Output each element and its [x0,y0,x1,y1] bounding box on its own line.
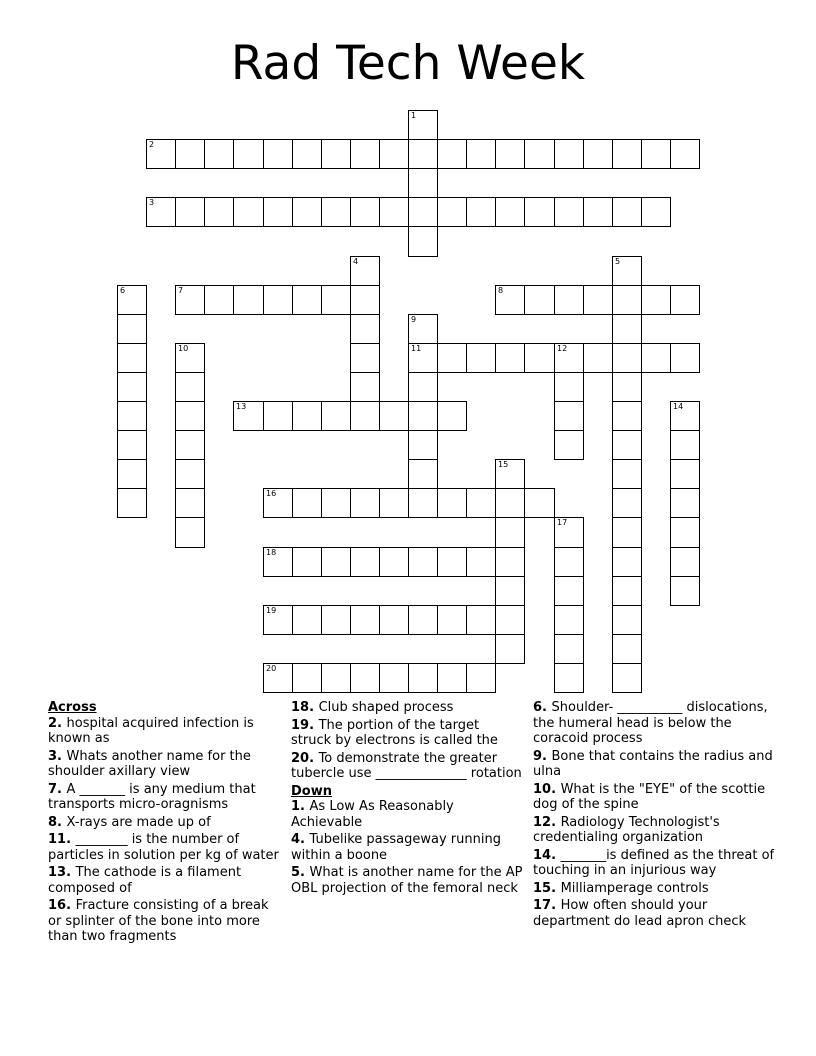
grid-cell[interactable] [263,547,293,577]
grid-cell[interactable] [466,663,496,693]
grid-cell[interactable] [321,663,351,693]
clue-text: _______is defined as the threat of touching in an injurious way [533,847,775,878]
clue-item [291,751,523,782]
grid-cell[interactable] [554,576,584,606]
clue-label: 9. [533,748,552,764]
clues-column-1 [48,700,280,947]
grid-cell[interactable] [379,547,409,577]
clue-item [291,700,523,716]
grid-cell[interactable] [612,576,642,606]
grid-cell[interactable] [263,605,293,635]
grid-cell[interactable] [263,285,293,315]
grid-cell[interactable] [495,576,525,606]
clue-section-header: Down [291,783,332,799]
grid-cell[interactable] [350,488,380,518]
grid-cell[interactable] [204,139,234,169]
clue-item [48,832,280,863]
grid-cell[interactable] [408,372,438,402]
clue-text: Bone that contains the radius and ulna [533,748,773,779]
grid-cell[interactable] [350,547,380,577]
grid-cell[interactable] [670,576,700,606]
grid-cell[interactable] [554,197,584,227]
grid-cell[interactable] [554,663,584,693]
grid-cell[interactable] [175,372,205,402]
clue-label: 16. [48,898,76,913]
grid-cell[interactable] [495,197,525,227]
grid-cell[interactable] [670,139,700,169]
clue-label: 7. [48,781,67,797]
clue-number: 20 [266,664,277,673]
grid-cell[interactable] [117,459,147,489]
clue-number: 12 [557,344,568,353]
clue-number: 2 [149,140,155,149]
clue-item [48,782,280,813]
grid-cell[interactable] [495,605,525,635]
clue-item [48,749,280,780]
grid-cell[interactable] [408,488,438,518]
grid-cell[interactable] [495,488,525,518]
clue-label: 17. [533,898,561,913]
grid-cell[interactable] [292,197,322,227]
grid-cell[interactable] [379,488,409,518]
grid-cell[interactable] [524,139,555,169]
grid-cell[interactable] [466,139,496,169]
grid-cell[interactable] [437,488,467,518]
grid-cell[interactable] [263,663,293,693]
clue-label: 2. [48,715,67,731]
clues-column-2 [291,700,523,898]
grid-cell[interactable] [321,605,351,635]
grid-cell[interactable] [408,663,438,693]
grid-cell[interactable] [350,605,380,635]
clue-number: 7 [178,286,184,295]
grid-cell[interactable] [233,139,264,169]
clue-label: 10. [533,781,561,797]
clue-number: 9 [411,315,417,324]
grid-cell[interactable] [350,343,380,373]
grid-cell[interactable] [437,547,467,577]
clue-label: 11. [48,832,76,847]
grid-cell[interactable] [292,285,322,315]
grid-cell[interactable] [408,226,438,257]
clue-number: 8 [498,286,504,295]
grid-cell[interactable] [379,605,409,635]
grid-cell[interactable] [524,285,555,315]
clue-item [291,718,523,749]
grid-cell[interactable] [554,401,584,431]
grid-cell[interactable] [117,285,147,315]
clue-label: 20. [291,750,319,766]
grid-cell[interactable] [379,663,409,693]
clue-text: The portion of the target struck by electrons is called the [291,717,498,748]
grid-cell[interactable] [408,343,438,373]
clue-item [291,865,523,896]
grid-cell[interactable] [379,197,409,227]
grid-cell[interactable] [175,139,205,169]
grid-cell[interactable] [408,139,438,169]
grid-cell[interactable] [495,139,525,169]
clue-label: 14. [533,847,561,863]
grid-cell[interactable] [321,285,351,315]
grid-cell[interactable] [350,401,380,431]
grid-cell[interactable] [670,517,700,548]
clue-item [533,782,783,813]
grid-cell[interactable] [612,459,642,489]
grid-cell[interactable] [175,197,205,227]
grid-cell[interactable] [554,517,584,548]
grid-cell[interactable] [524,488,555,518]
grid-cell[interactable] [292,605,322,635]
grid-cell[interactable] [495,634,525,664]
grid-cell[interactable] [321,401,351,431]
clue-number: 17 [557,518,568,527]
clue-text: Milliamperage controls [560,880,709,896]
grid-cell[interactable] [554,547,584,577]
grid-cell[interactable] [583,197,613,227]
clue-text: To demonstrate the greater tubercle use ______________ rotation [291,750,522,781]
grid-cell[interactable] [408,197,438,227]
clue-number: 4 [353,257,359,266]
clue-label: 13. [48,865,76,880]
grid-cell[interactable] [495,517,525,548]
grid-cell[interactable] [321,197,351,227]
grid-cell[interactable] [612,139,642,169]
grid-cell[interactable] [612,343,642,373]
clue-number: 13 [236,402,247,411]
grid-cell[interactable] [641,139,671,169]
grid-cell[interactable] [583,343,613,373]
grid-cell[interactable] [175,285,205,315]
clue-item [48,716,280,747]
grid-cell[interactable] [437,605,467,635]
grid-cell[interactable] [554,343,584,373]
grid-cell[interactable] [670,343,700,373]
clue-text: Club shaped process [318,700,454,715]
grid-cell[interactable] [204,285,234,315]
grid-cell[interactable] [641,197,671,227]
grid-cell[interactable] [466,488,496,518]
grid-cell[interactable] [117,430,147,460]
grid-cell[interactable] [554,139,584,169]
clue-item [533,881,783,897]
grid-cell[interactable] [437,401,467,431]
grid-cell[interactable] [670,430,700,460]
grid-cell[interactable] [466,605,496,635]
clue-text: The cathode is a filament composed of [48,865,242,896]
grid-cell[interactable] [495,285,525,315]
grid-cell[interactable] [117,488,147,518]
clue-text: As Low As Reasonably Achievable [291,799,454,830]
grid-cell[interactable] [583,285,613,315]
grid-cell[interactable] [379,401,409,431]
grid-cell[interactable] [350,285,380,315]
grid-cell[interactable] [408,168,438,198]
grid-cell[interactable] [233,285,264,315]
grid-cell[interactable] [117,401,147,431]
clue-text: hospital acquired infection is known as [48,715,254,746]
grid-cell[interactable] [437,343,467,373]
grid-cell[interactable] [146,139,176,169]
grid-cell[interactable] [524,343,555,373]
grid-cell[interactable] [408,314,438,344]
grid-cell[interactable] [233,401,264,431]
grid-cell[interactable] [175,343,205,373]
clue-item [533,815,783,846]
clue-label: 12. [533,814,561,830]
grid-cell[interactable] [408,110,438,140]
grid-cell[interactable] [117,372,147,402]
clue-number: 19 [266,606,277,615]
grid-cell[interactable] [379,139,409,169]
grid-cell[interactable] [554,430,584,460]
clue-item [291,832,523,863]
grid-cell[interactable] [292,488,322,518]
grid-cell[interactable] [263,139,293,169]
grid-cell[interactable] [495,459,525,489]
clue-number: 1 [411,111,417,120]
grid-cell[interactable] [408,430,438,460]
grid-cell[interactable] [641,343,671,373]
grid-cell[interactable] [350,197,380,227]
grid-cell[interactable] [437,139,467,169]
grid-cell[interactable] [146,197,176,227]
grid-cell[interactable] [554,634,584,664]
grid-cell[interactable] [612,197,642,227]
clue-item [48,815,280,831]
grid-cell[interactable] [612,256,642,286]
grid-cell[interactable] [321,139,351,169]
grid-cell[interactable] [612,372,642,402]
clue-item [48,898,280,945]
grid-cell[interactable] [175,488,205,518]
grid-cell[interactable] [612,605,642,635]
grid-cell[interactable] [263,197,293,227]
clues-column-3 [533,700,783,931]
clue-text: What is another name for the AP OBL projection of the femoral neck [291,865,523,896]
grid-cell[interactable] [175,459,205,489]
clue-number: 3 [149,198,155,207]
grid-cell[interactable] [437,663,467,693]
grid-cell[interactable] [612,634,642,664]
grid-cell[interactable] [263,488,293,518]
grid-cell[interactable] [350,139,380,169]
grid-cell[interactable] [233,197,264,227]
grid-cell[interactable] [350,663,380,693]
clue-text: How often should your department do lead apron check [533,898,747,929]
grid-cell[interactable] [670,401,700,431]
grid-cell[interactable] [408,547,438,577]
grid-cell[interactable] [554,285,584,315]
grid-cell[interactable] [292,139,322,169]
clue-number: 5 [615,257,621,266]
clue-section-header: Across [48,700,97,715]
grid-cell[interactable] [554,372,584,402]
grid-cell[interactable] [612,314,642,344]
grid-cell[interactable] [612,401,642,431]
grid-cell[interactable] [175,430,205,460]
clue-number: 16 [266,489,277,498]
clue-number: 14 [673,402,684,411]
grid-cell[interactable] [350,314,380,344]
grid-cell[interactable] [583,139,613,169]
grid-cell[interactable] [408,459,438,489]
grid-cell[interactable] [612,547,642,577]
clue-text: What is the "EYE" of the scottie dog of the spine [533,781,766,812]
clue-text: ________ is the number of particles in solution per kg of water [48,832,279,863]
grid-cell[interactable] [350,372,380,402]
grid-cell[interactable] [670,488,700,518]
grid-cell[interactable] [612,285,642,315]
clue-label: 15. [533,880,561,896]
grid-cell[interactable] [321,488,351,518]
grid-cell[interactable] [612,488,642,518]
grid-cell[interactable] [641,285,671,315]
grid-cell[interactable] [175,401,205,431]
clue-text: Tubelike passageway running within a boone [291,832,501,863]
grid-cell[interactable] [292,401,322,431]
grid-cell[interactable] [408,605,438,635]
clue-item [533,898,783,929]
grid-cell[interactable] [437,197,467,227]
clue-label: 8. [48,814,67,830]
clue-number: 11 [411,344,422,353]
clue-text: A _______ is any medium that transports micro-oragnisms [48,781,256,812]
clue-text: X-rays are made up of [66,814,211,830]
grid-cell[interactable] [321,547,351,577]
clue-number: 15 [498,460,509,469]
grid-cell[interactable] [670,459,700,489]
clue-label: 19. [291,717,319,733]
clue-text: Whats another name for the shoulder axillary view [48,748,251,779]
grid-cell[interactable] [670,547,700,577]
clue-number: 10 [178,344,189,353]
clue-text: Shoulder- __________ dislocations, the humeral head is below the coracoid process [533,700,768,746]
grid-cell[interactable] [204,197,234,227]
clue-label: 6. [533,700,552,715]
grid-cell[interactable] [554,605,584,635]
puzzle-title: Rad Tech Week [230,36,586,91]
clue-label: 1. [291,799,310,814]
grid-cell[interactable] [612,663,642,693]
clue-label: 3. [48,748,67,764]
grid-cell[interactable] [350,256,380,286]
clue-number: 18 [266,548,277,557]
clue-label: 4. [291,832,310,847]
clue-number: 6 [120,286,126,295]
grid-cell[interactable] [466,197,496,227]
grid-cell[interactable] [670,285,700,315]
grid-cell[interactable] [117,314,147,344]
clue-item [533,749,783,780]
clue-item [533,848,783,879]
grid-cell[interactable] [263,401,293,431]
clue-text: Fracture consisting of a break or splinter of the bone into more than two fragments [48,898,269,944]
grid-cell[interactable] [175,517,205,548]
clue-item [48,865,280,896]
grid-cell[interactable] [495,547,525,577]
grid-cell[interactable] [466,343,496,373]
grid-cell[interactable] [117,343,147,373]
grid-cell[interactable] [612,430,642,460]
grid-cell[interactable] [495,343,525,373]
clue-item [291,799,523,830]
grid-cell[interactable] [292,547,322,577]
grid-cell[interactable] [524,197,555,227]
clue-label: 18. [291,700,319,715]
grid-cell[interactable] [466,547,496,577]
grid-cell[interactable] [612,517,642,548]
grid-cell[interactable] [408,401,438,431]
grid-cell[interactable] [292,663,322,693]
clue-text: Radiology Technologist's credentialing organization [533,814,720,845]
clue-item [533,700,783,747]
clue-label: 5. [291,865,310,880]
